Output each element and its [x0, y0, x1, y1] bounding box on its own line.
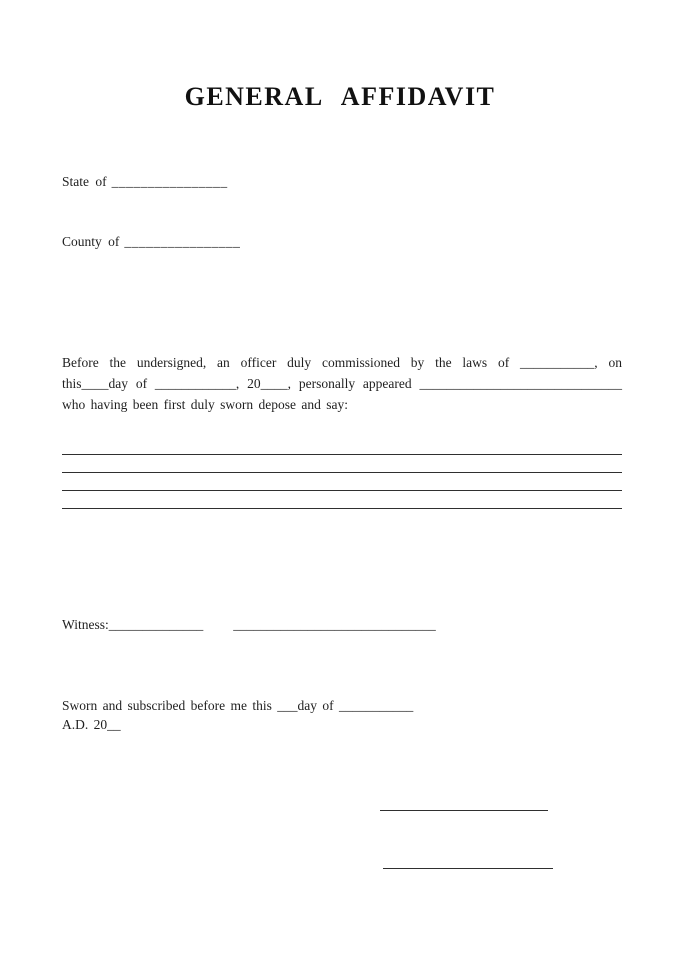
document-title: GENERAL AFFIDAVIT: [184, 82, 496, 111]
state-of-label: State of: [62, 174, 107, 189]
statement-blank-line-2: [62, 472, 622, 473]
affidavit-body-paragraph: [62, 352, 622, 415]
statement-blank-line-1: [62, 454, 622, 455]
witness-label: Witness:: [62, 617, 109, 632]
sworn-line-2: A.D. 20__: [62, 717, 121, 732]
body-line-3: who having been first duly sworn depose and say:: [62, 397, 348, 412]
state-of-field: [62, 174, 228, 190]
signature-line-2: [383, 868, 553, 869]
statement-blank-line-4: [62, 508, 622, 509]
body-line-2: this____day of ____________, 20____, personally appeared ______________________________: [62, 376, 622, 391]
sworn-line-1: Sworn and subscribed before me this ___day of ___________: [62, 698, 414, 713]
signature-line-1: [380, 810, 548, 811]
county-of-label: County of: [62, 234, 120, 249]
statement-blank-line-3: [62, 490, 622, 491]
county-of-blank: ________________: [124, 234, 241, 249]
witness-blank-2: ______________________________: [233, 617, 436, 632]
body-line-1: Before the undersigned, an officer duly commissioned by the laws of ___________, on: [62, 355, 622, 370]
sworn-statement: [62, 696, 413, 734]
witness-row: [62, 617, 436, 633]
witness-blank-1: ______________: [108, 617, 204, 632]
state-of-blank: ________________: [111, 174, 228, 189]
county-of-field: [62, 234, 240, 250]
